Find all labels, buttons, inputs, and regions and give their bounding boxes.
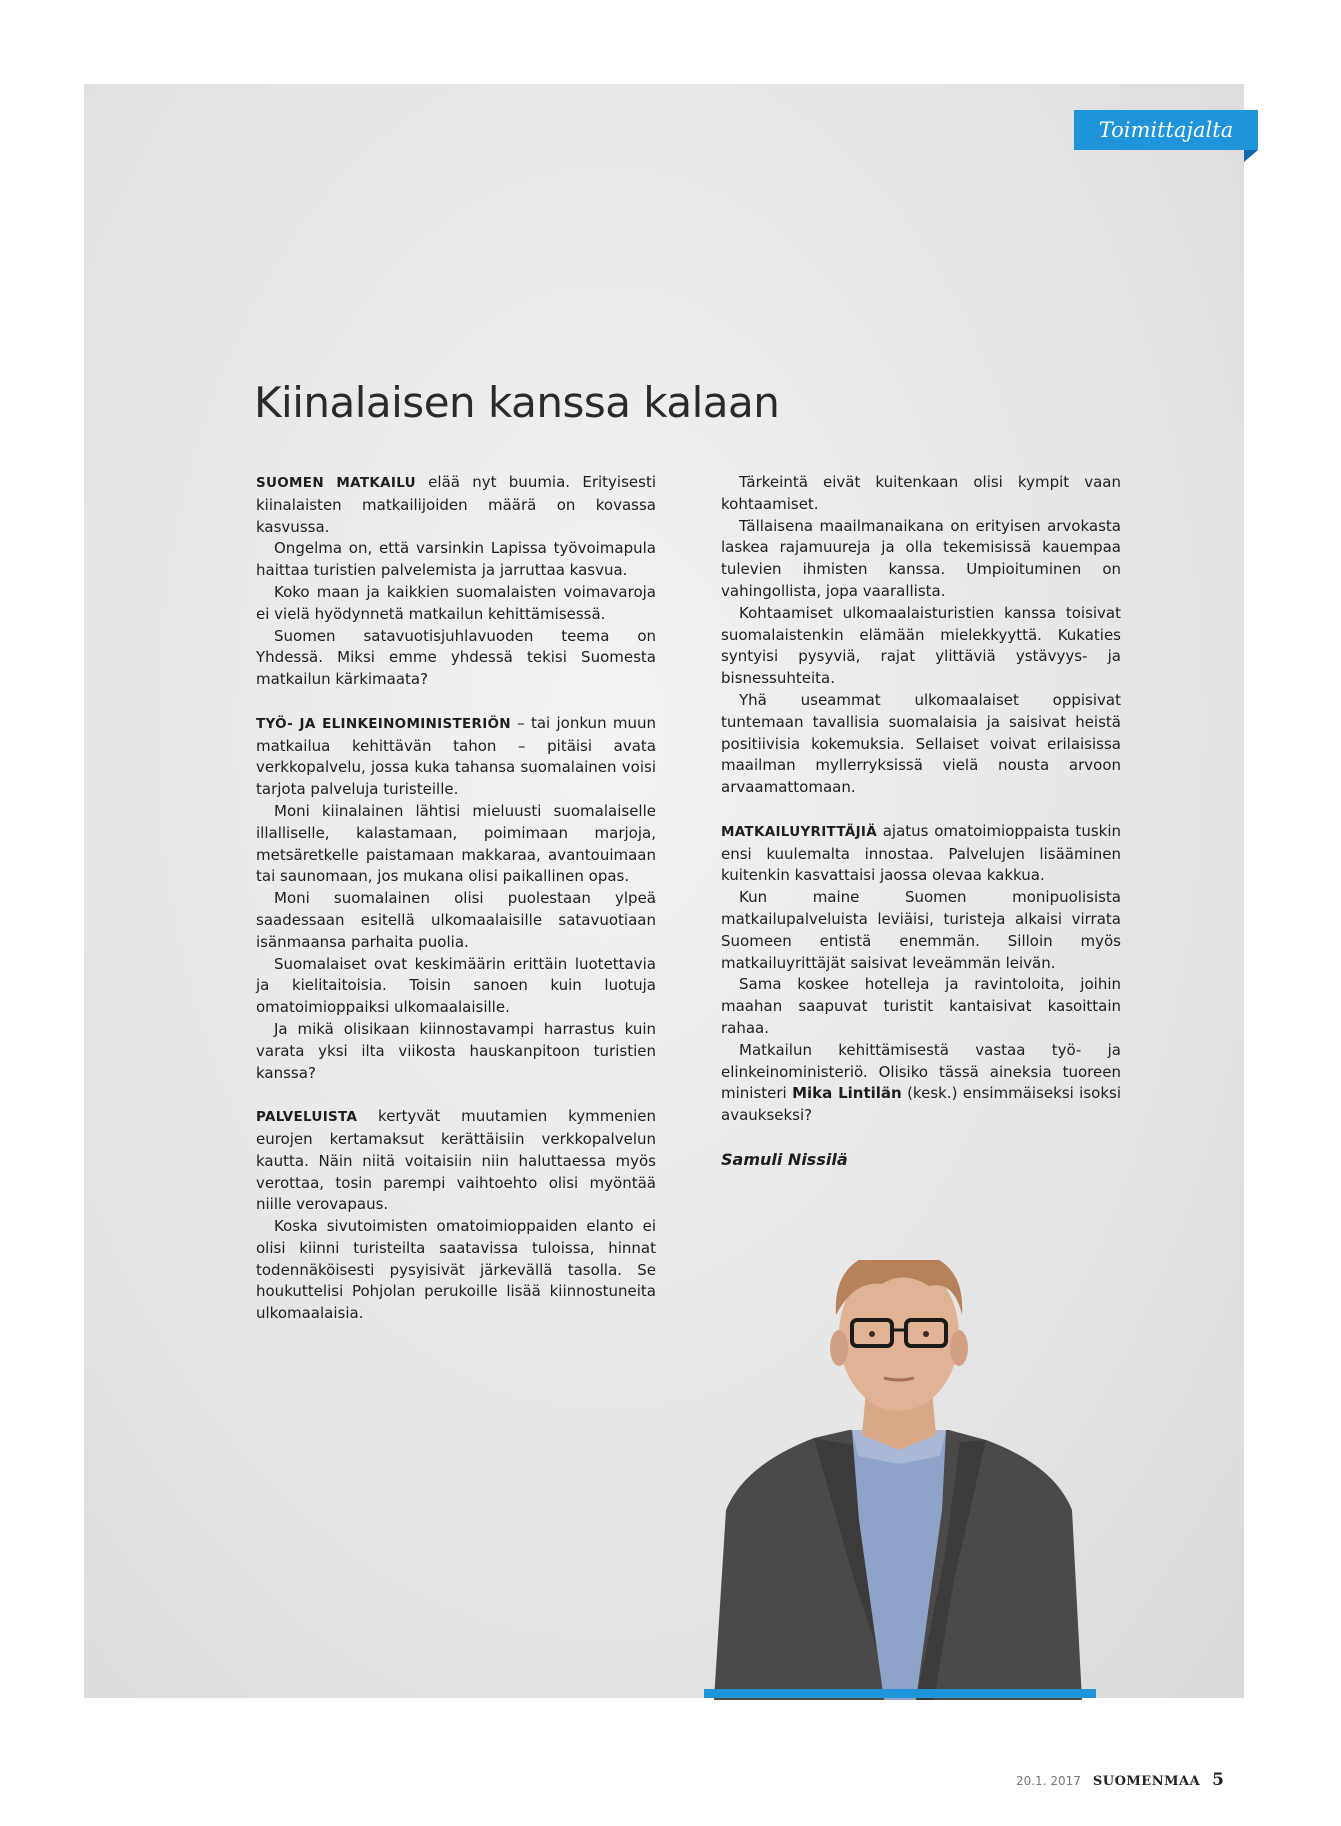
page-number: 5 <box>1212 1770 1224 1790</box>
article-column-left <box>256 472 656 1325</box>
author-signature: Samuli Nissilä <box>721 1149 848 1169</box>
paragraph: Kun maine Suomen monipuolisista matkailupalveluista leviäisi, turisteja alkaisi virrata Suomeen entistä enemmän. Silloin myös matkailuyrittäjät saisivat leveämmän leivän. <box>721 888 1121 972</box>
page-footer <box>994 1770 1224 1790</box>
paragraph: Moni suomalainen olisi puolestaan ylpeä saadessaan esitellä ulkomaalaisille satavuotiaan isänmaansa parhaita puolia. <box>256 889 656 951</box>
paragraph: Ongelma on, että varsinkin Lapissa työvoimapula haittaa turistien palvelemista ja jarruttaa kasvua. <box>256 539 656 580</box>
paragraph: Koko maan ja kaikkien suomalaisten voimavaroja ei vielä hyödynnetä matkailun kehittämisessä. <box>256 582 656 623</box>
paragraph: SUOMEN MATKAILU elää nyt buumia. Erityisesti kiinalaisten matkailijoiden määrä on kovassa kasvussa. <box>256 473 656 536</box>
issue-date: 20.1. 2017 <box>1015 1774 1081 1788</box>
article-column-right <box>721 472 1121 1171</box>
paragraph: Matkailun kehittämisestä vastaa työ- ja elinkeinoministeriö. Olisiko tässä aineksia tuoreen ministeri Mika Lintilän (kesk.) ensimmäiseksi isoksi avaukseksi? <box>721 1040 1121 1125</box>
paragraph: Suomalaiset ovat keskimäärin erittäin luotettavia ja kielitaitoisia. Toisin sanoen kuin luotuja omatoimioppaiksi ulkomaalaisille. <box>256 954 656 1017</box>
paragraph: PALVELUISTA kertyvät muutamien kymmenien eurojen kertamaksut kerättäisiin verkkopalvelun kautta. Näin niitä voitaisiin niin haluttaessa myös verottaa, tosin parempi vaihtoehto olisi myöntää niille verovapaus. <box>256 1107 656 1214</box>
paragraph: Suomen satavuotisjuhlavuoden teema on Yhdessä. Miksi emme yhdessä tekisi Suomesta matkailun kärkimaata? <box>256 626 656 689</box>
section-tag: Toimittajalta <box>1074 110 1258 150</box>
article-headline: Kiinalaisen kanssa kalaan <box>254 378 780 427</box>
author-portrait <box>704 1260 1094 1700</box>
accent-bar <box>704 1689 1096 1698</box>
section-tag-fold <box>1244 150 1258 162</box>
paragraph: Moni kiinalainen lähtisi mieluusti suomalaiselle illalliselle, kalastamaan, poimimaan marjoja, metsäretkelle paistamaan makkaraa, avantouimaan tai saunomaan, jos mukana olisi paikallinen opas. <box>256 801 656 886</box>
lead-in: MATKAILUYRITTÄJIÄ <box>721 823 877 840</box>
lead-in: SUOMEN MATKAILU <box>256 475 416 491</box>
paragraph: Tärkeintä eivät kuitenkaan olisi kympit vaan kohtaamiset. <box>721 473 1121 513</box>
minister-name: Mika Lintilän <box>792 1084 902 1103</box>
lead-in: TYÖ- JA ELINKEINOMINISTERIÖN <box>256 715 511 732</box>
paragraph: TYÖ- JA ELINKEINOMINISTERIÖN – tai jonkun muun matkailua kehittävän tahon – pitäisi avata verkkopalvelu, jossa kuka tahansa suomalainen voisi tarjota palveluja turisteille. <box>256 713 656 799</box>
lead-in: PALVELUISTA <box>256 1109 358 1126</box>
paragraph: Kohtaamiset ulkomaalaisturistien kanssa toisivat suomalaistenkin elämään mielekkyyttä. Kukaties syntyisi pysyviä, rajat ylittäviä ystävyys- ja bisnessuhteita. <box>721 603 1121 688</box>
paragraph: Yhä useammat ulkomaalaiset oppisivat tuntemaan tavallisia suomalaisia ja saisivat heistä positiivisia kokemuksia. Sellaiset voivat erilaisissa maailman myllerryksissä vielä nousta arvoon arvaamattomaan. <box>721 690 1121 797</box>
paragraph: MATKAILUYRITTÄJIÄ ajatus omatoimioppaista tuskin ensi kuulemalta innostaa. Palvelujen lisääminen kuitenkin kasvattaisi jaossa olevaa kakkua. <box>721 821 1121 885</box>
paragraph: Koska sivutoimisten omatoimioppaiden elanto ei olisi kiinni turisteilta saatavissa tuloissa, hinnat todennäköisesti pysyisivät järkevällä tasolla. Se houkuttelisi Pohjolan perukoille lisää kiinnostuneita ulkomaalaisia. <box>256 1217 656 1323</box>
paragraph: Sama koskee hotelleja ja ravintoloita, joihin maahan saapuvat turistit kantaisivat kasoittain rahaa. <box>721 975 1121 1037</box>
paragraph: Tällaisena maailmanaikana on erityisen arvokasta laskea rajamuureja ja olla tekemisissä kauempaa tulevien ihmisten kanssa. Umpioituminen on vahingollista, jopa vaarallista. <box>721 516 1121 600</box>
publication-name: SUOMENMAA <box>1092 1774 1201 1789</box>
paragraph: Ja mikä olisikaan kiinnostavampi harrastus kuin varata yksi ilta viikosta hauskanpitoon turistien kanssa? <box>256 1019 656 1082</box>
